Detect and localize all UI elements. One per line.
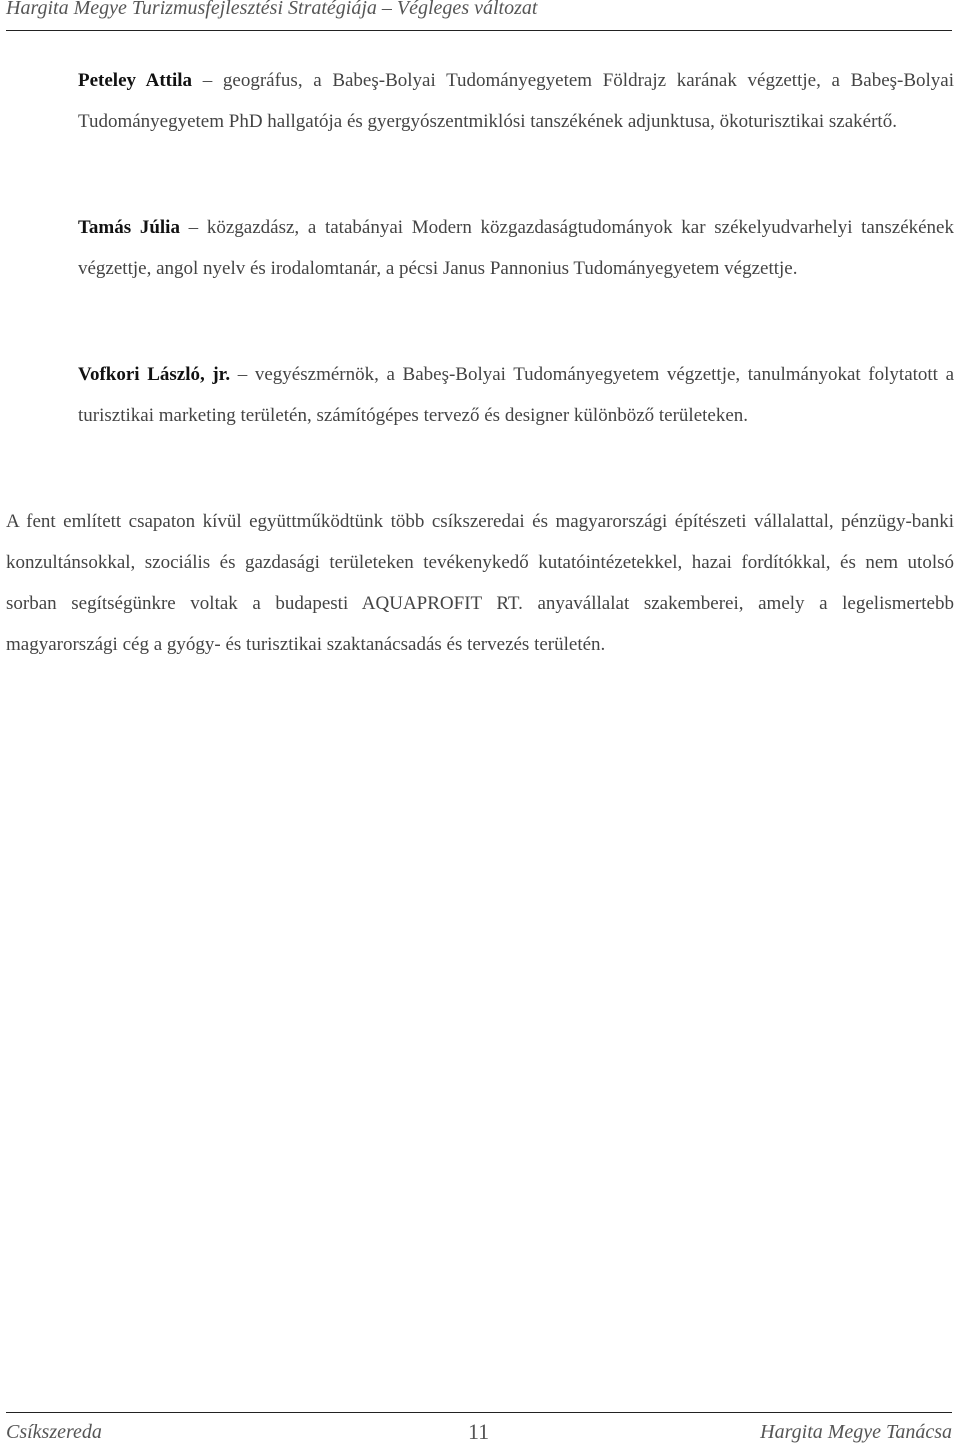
bio-description: geográfus, a Babeş-Bolyai Tudományegyetem Földrajz karának végzettje, a Babeş-Bolyai Tudományegyetem PhD hallgatója és gyergyószentmiklósi tanszékének adjunktusa, ökoturisztikai szakértő. <box>78 70 955 132</box>
bio-name: Tamás Júlia <box>78 217 180 238</box>
page-number: 11 <box>468 1419 490 1444</box>
bio-description: vegyészmérnök, a Babeş-Bolyai Tudományegyetem végzettje, tanulmányokat folytatott a turisztikai marketing területén, számítógépes tervező és designer különböző területeken. <box>78 364 955 426</box>
bio-name: Vofkori László, jr. <box>78 364 231 385</box>
bio-paragraph <box>78 354 954 436</box>
page-footer <box>6 1412 952 1453</box>
dash: – <box>188 217 199 238</box>
body-paragraph: A fent említett csapaton kívül együttműködtünk több csíkszeredai és magyarországi építészeti vállalattal, pénzügy-banki konzultánsokkal, szociális és gazdasági területeken tevékenykedő kutatóintézetekkel, hazai fordítókkal, és nem utolsó sorban segítségünkre voltak a budapesti AQUAPROFIT RT. anyavállalat szakemberei, amely a legelismertebb magyarországi cég a gyógy- és turisztikai szaktanácsadás és tervezés területén. <box>6 511 954 655</box>
bio-paragraph <box>78 60 954 142</box>
bio-paragraph <box>78 207 954 289</box>
footer-publisher: Hargita Megye Tanácsa <box>760 1421 952 1443</box>
bio-description: közgazdász, a tatabányai Modern közgazdaságtudományok kar székelyudvarhelyi tanszékének végzettje, angol nyelv és irodalomtanár, a pécsi Janus Pannonius Tudományegyetem végzettje. <box>78 217 954 279</box>
footer-location: Csíkszereda <box>6 1421 102 1443</box>
page-header <box>6 0 952 31</box>
document-title: Hargita Megye Turizmusfejlesztési Stratégiája – Végleges változat <box>6 0 538 19</box>
dash: – <box>202 70 213 91</box>
bio-name: Peteley Attila <box>78 70 193 91</box>
dash: – <box>237 364 248 385</box>
